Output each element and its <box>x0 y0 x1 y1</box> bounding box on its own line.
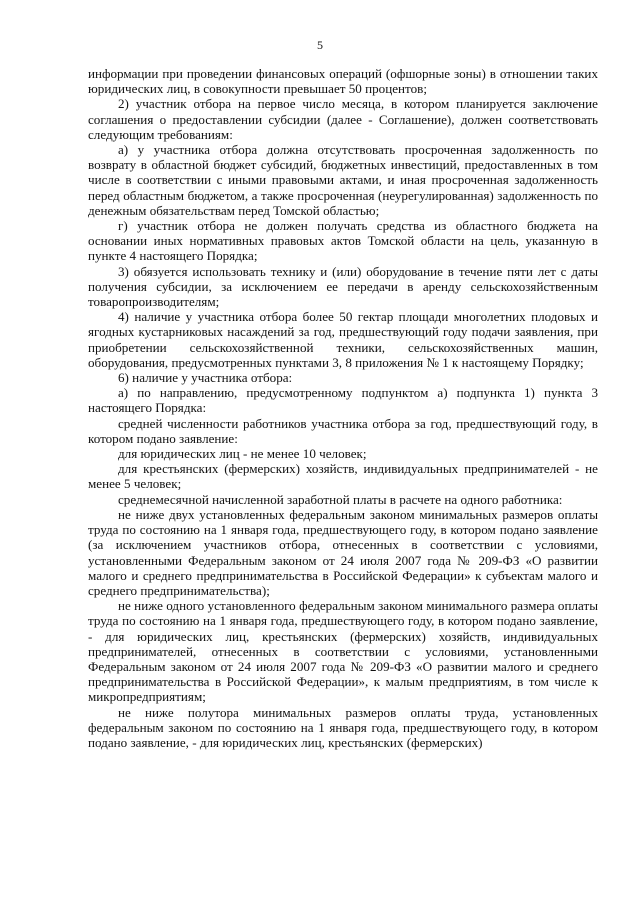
paragraph: для крестьянских (фермерских) хозяйств, индивидуальных предпринимателей - не менее 5 человек; <box>88 461 598 492</box>
paragraph: 4) наличие у участника отбора более 50 гектар площади многолетних плодовых и ягодных кустарниковых насаждений за год, предшествующий году подачи заявления, при приобретении сельскохозяйственной техники, сельскохозяйственных машин, оборудования, предусмотренных пунктами 3, 8 приложения № 1 к настоящему Порядку; <box>88 309 598 370</box>
document-body <box>88 66 598 750</box>
paragraph: 3) обязуется использовать технику и (или) оборудование в течение пяти лет с даты получения субсидии, за исключением ее передачи в аренду сельскохозяйственным товаропроизводителям; <box>88 263 598 310</box>
paragraph: не ниже полутора минимальных размеров оплаты труда, установленных федеральным законом по состоянию на 1 января года, предшествующего году, в котором подано заявление, - для юридических лиц, крестьянских (фермерских) <box>88 704 598 750</box>
paragraph: средней численности работников участника отбора за год, предшествующий году, в котором подано заявление: <box>88 415 598 446</box>
paragraph: не ниже двух установленных федеральным законом минимальных размеров оплаты труда по состоянию на 1 января года, предшествующего году, в котором подано заявление (за исключением участников отбора, отнесенных в соответствии с условиями, установленными Федеральным законом от 24 июля 2007 года № 209-ФЗ «О развитии малого и среднего предпринимательства в Российской Федерации» к субъектам малого и среднего предпринимательства); <box>88 506 598 598</box>
paragraph: г) участник отбора не должен получать средства из областного бюджета на основании иных нормативных правовых актов Томской области на цель, указанную в пункте 4 настоящего Порядка; <box>88 218 598 264</box>
paragraph: 6) наличие у участника отбора: <box>118 370 293 386</box>
paragraph: среднемесячной начисленной заработной платы в расчете на одного работника: <box>118 491 563 507</box>
paragraph: не ниже одного установленного федеральным законом минимального размера оплаты труда по состоянию на 1 января года, предшествующего году, в котором подано заявление, - для юридических лиц, крестьянских (фермерских) хозяйств, индивидуальных предпринимателей, отнесенных в соответствии с условиями, установленными Федеральным законом от 24 июля 2007 года № 209-ФЗ «О развитии малого и среднего предпринимательства в Российской Федерации», к малым предприятиям, в том числе к микропредприятиям; <box>88 598 598 705</box>
page-number: 5 <box>317 38 323 52</box>
paragraph: 2) участник отбора на первое число месяца, в котором планируется заключение соглашения о предоставлении субсидии (далее - Соглашение), должен соответствовать следующим требованиям: <box>88 96 598 142</box>
paragraph: информации при проведении финансовых операций (офшорные зоны) в отношении таких юридических лиц, в совокупности превышает 50 процентов; <box>88 66 598 97</box>
paragraph: а) по направлению, предусмотренному подпунктом а) подпункта 1) пункта 3 настоящего Порядка: <box>88 385 598 416</box>
paragraph: для юридических лиц - не менее 10 человек; <box>118 446 367 462</box>
paragraph: а) у участника отбора должна отсутствовать просроченная задолженность по возврату в областной бюджет субсидий, бюджетных инвестиций, предоставленных в том числе в соответствии с иными правовыми актами, и иная просроченная задолженность перед областным бюджетом, а также просроченная (неурегулированная) задолженность по денежным обязательствам перед Томской областью; <box>88 142 598 218</box>
